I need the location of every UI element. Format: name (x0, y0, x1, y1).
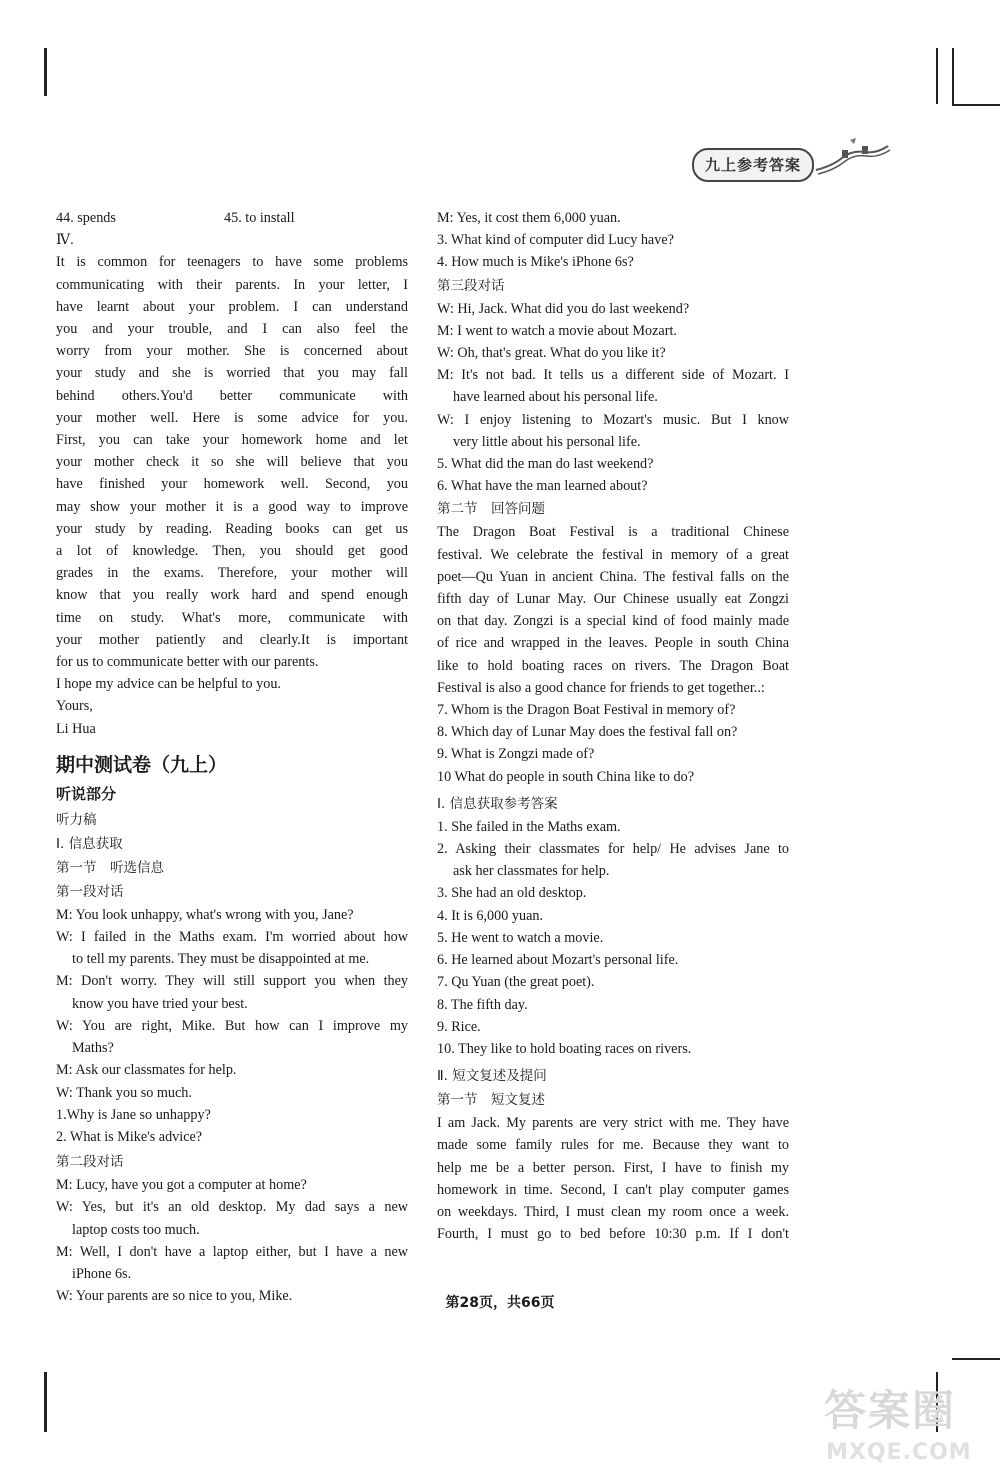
passage-line: on that day. Zongzi is a special kind of food mainly made (437, 613, 789, 630)
header-badge: 九上参考答案 (692, 148, 814, 182)
part1-heading: Ⅰ. 信息获取 (56, 835, 123, 852)
passage-line: The Dragon Boat Festival is a traditional Chinese (437, 524, 789, 541)
retell-line: on weekdays. Third, I must clean my room once a week. (437, 1203, 789, 1220)
letter-line: grades in the exams. Therefore, your mother will (56, 565, 408, 582)
right-top-lines (437, 207, 789, 274)
part2-section1-heading: 第一节 短文复述 (437, 1092, 545, 1109)
letter-line: your mother well. Here is some advice for you. (56, 409, 408, 426)
dialog1 (56, 904, 408, 1104)
retell-line: made some family rules for me. Because they want to (437, 1137, 789, 1154)
letter-line: a lot of knowledge. Then, you should get good (56, 543, 408, 560)
letter-line: time on study. What's more, communicate with (56, 609, 408, 626)
dialog3-line: W: Hi, Jack. What did you do last weekend? (437, 300, 690, 317)
question-2: 2. What is Mike's advice? (56, 1128, 203, 1145)
dialog3-line: W: Oh, that's great. What do you like it? (437, 345, 666, 362)
answer-line: 9. Rice. (437, 1018, 481, 1035)
section1-heading: 第一节 听选信息 (56, 859, 164, 876)
passage-line: fifth day of Lunar May. Our Chinese usually eat Zongzi (437, 591, 789, 608)
letter-line: have learnt about your problem. I can understand (56, 298, 408, 315)
passage-line: festival. We celebrate the festival in memory of a great (437, 546, 789, 563)
dialog1-line: W: Thank you so much. (56, 1084, 192, 1101)
answer-line-continuation: ask her classmates for help. (453, 863, 610, 880)
question-7: 7. Whom is the Dragon Boat Festival in memory of? (437, 702, 736, 719)
answer-45: 45. to install (224, 210, 295, 226)
great-wall-logo-icon (812, 136, 892, 180)
dialog3 (437, 298, 789, 453)
letter-line: behind others.You'd better communicate with (56, 387, 408, 404)
part2-heading: Ⅱ. 短文复述及提问 (437, 1068, 547, 1085)
question-9: 9. What is Zongzi made of? (437, 746, 595, 763)
answer-list (437, 816, 789, 1060)
question-5: 5. What did the man do last weekend? (437, 456, 654, 473)
letter-body (56, 251, 408, 673)
right-top-line: M: Yes, it cost them 6,000 yuan. (437, 210, 621, 226)
dialog1-line: M: Ask our classmates for help. (56, 1062, 237, 1079)
letter-closing: I hope my advice can be helpful to you. (56, 676, 281, 693)
dialog3-line: M: It's not bad. It tells us a different side of Mozart. I (437, 367, 789, 384)
question-8: 8. Which day of Lunar May does the festival fall on? (437, 724, 738, 741)
section-iv: Ⅳ. (56, 232, 74, 249)
dialog2-label: 第二段对话 (56, 1154, 124, 1171)
letter-line: It is common for teenagers to have some problems (56, 254, 408, 271)
dialog1-line: M: You look unhappy, what's wrong with you, Jane? (56, 906, 354, 923)
dialog2 (56, 1174, 408, 1307)
letter-line: have finished your homework well. Second, you (56, 476, 408, 493)
answer-line: 6. He learned about Mozart's personal life. (437, 952, 679, 969)
retell-line: Fourth, I must go to bed before 10:30 p.m. If I don't (437, 1226, 789, 1243)
letter-line: for us to communicate better with our parents. (56, 654, 319, 671)
dialog2-line-continuation: iPhone 6s. (72, 1265, 132, 1282)
dialog2-line: M: Well, I don't have a laptop either, but I have a new (56, 1243, 408, 1260)
letter-line: First, you can take your homework home and let (56, 432, 408, 449)
letter-signature: Li Hua (56, 720, 96, 737)
dialog2-line: W: Yes, but it's an old desktop. My dad says a new (56, 1199, 408, 1216)
dialog1-line-continuation: to tell my parents. They must be disappointed at me. (72, 951, 370, 968)
watermark (824, 1378, 994, 1468)
dialog1-line: M: Don't worry. They will still support you when they (56, 973, 408, 990)
answer-line: 7. Qu Yuan (the great poet). (437, 974, 595, 991)
letter-line: you and your trouble, and I can also feel the (56, 321, 408, 338)
answer-line: 2. Asking their classmates for help/ He advises Jane to (437, 841, 789, 858)
letter-line: your mother check it so she will believe that you (56, 454, 408, 471)
exam-title: 期中测试卷（九上） (56, 753, 228, 776)
dialog1-label: 第一段对话 (56, 883, 124, 900)
answer-line: 1. She failed in the Maths exam. (437, 818, 621, 835)
dialog3-line-continuation: have learned about his personal life. (453, 389, 658, 406)
letter-line: communicating with their parents. In your letter, I (56, 276, 408, 293)
watermark-logo-text: 答案圈 (824, 1386, 957, 1435)
question-10: 10 What do people in south China like to do? (437, 768, 695, 785)
letter-line: know that you really work hard and spend enough (56, 587, 408, 604)
question-1: 1.Why is Jane so unhappy? (56, 1106, 211, 1123)
crop-mark-bottom-left (44, 1372, 47, 1432)
retell-line: I am Jack. My parents are very strict with me. They have (437, 1115, 789, 1132)
dialog2-line-continuation: laptop costs too much. (72, 1221, 200, 1238)
watermark-url: MXQE.COM (826, 1440, 972, 1465)
letter-line: worry from your mother. She is concerned about (56, 343, 408, 360)
dialog1-line-continuation: Maths? (72, 1040, 114, 1057)
retell-passage (437, 1112, 789, 1245)
letter-line: your mother patiently and clearly.It is important (56, 631, 408, 648)
question-6: 6. What have the man learned about? (437, 478, 648, 495)
script-label: 听力稿 (56, 811, 97, 828)
dialog2-line: W: Your parents are so nice to you, Mike. (56, 1288, 293, 1305)
page-number: 第28页，共66页 (445, 1295, 555, 1311)
answers-row (56, 207, 408, 229)
letter-yours: Yours, (56, 698, 93, 715)
letter-line: your study and she is worried that you may fall (56, 365, 408, 382)
right-top-line: 3. What kind of computer did Lucy have? (437, 232, 674, 249)
answer-44: 44. spends (56, 210, 116, 226)
letter-line: may show your mother it is a good way to improve (56, 498, 408, 515)
dialog1-line: W: You are right, Mike. But how can I improve my (56, 1017, 408, 1034)
left-column (56, 207, 408, 1307)
crop-mark-top-right-vertical (936, 48, 938, 104)
section2-heading: 第二节 回答问题 (437, 501, 545, 518)
listening-part-heading: 听说部分 (56, 784, 117, 803)
passage-line: poet—Qu Yuan in ancient China. The festival falls on the (437, 568, 789, 585)
passage-line: like to hold boating races on rivers. The Dragon Boat (437, 657, 789, 674)
answer-line: 5. He went to watch a movie. (437, 929, 604, 946)
dragon-boat-passage (437, 521, 789, 676)
passage-line: of rice and wrapped in the leaves. People in south China (437, 635, 789, 652)
crop-mark-top-right-horizontal (952, 104, 1000, 106)
dialog1-line-continuation: know you have tried your best. (72, 995, 248, 1012)
answer-line: 3. She had an old desktop. (437, 885, 587, 902)
dialog1-line: W: I failed in the Maths exam. I'm worried about how (56, 929, 408, 946)
passage-last-line: Festival is also a good chance for friends to get together..: (437, 679, 765, 696)
crop-mark-top-right-vertical-2 (952, 48, 954, 104)
crop-mark-top-left (44, 48, 47, 96)
right-top-line: 4. How much is Mike's iPhone 6s? (437, 254, 634, 271)
crop-mark-bottom-right-horizontal (952, 1358, 1000, 1360)
retell-line: help me be a better person. First, I have to finish my (437, 1159, 789, 1176)
answer-line: 8. The fifth day. (437, 996, 528, 1013)
dialog2-line: M: Lucy, have you got a computer at home? (56, 1177, 307, 1194)
letter-line: your study by reading. Reading books can get us (56, 520, 408, 537)
answers-label: Ⅰ. 信息获取参考答案 (437, 795, 558, 812)
answer-line: 4. It is 6,000 yuan. (437, 907, 544, 924)
dialog3-line: W: I enjoy listening to Mozart's music. But I know (437, 411, 789, 428)
dialog3-line-continuation: very little about his personal life. (453, 433, 641, 450)
answer-line: 10. They like to hold boating races on rivers. (437, 1040, 692, 1057)
retell-line: homework in time. Second, I can't play computer games (437, 1181, 789, 1198)
right-column (437, 207, 789, 1245)
dialog3-label: 第三段对话 (437, 277, 505, 294)
dialog3-line: M: I went to watch a movie about Mozart. (437, 322, 677, 339)
